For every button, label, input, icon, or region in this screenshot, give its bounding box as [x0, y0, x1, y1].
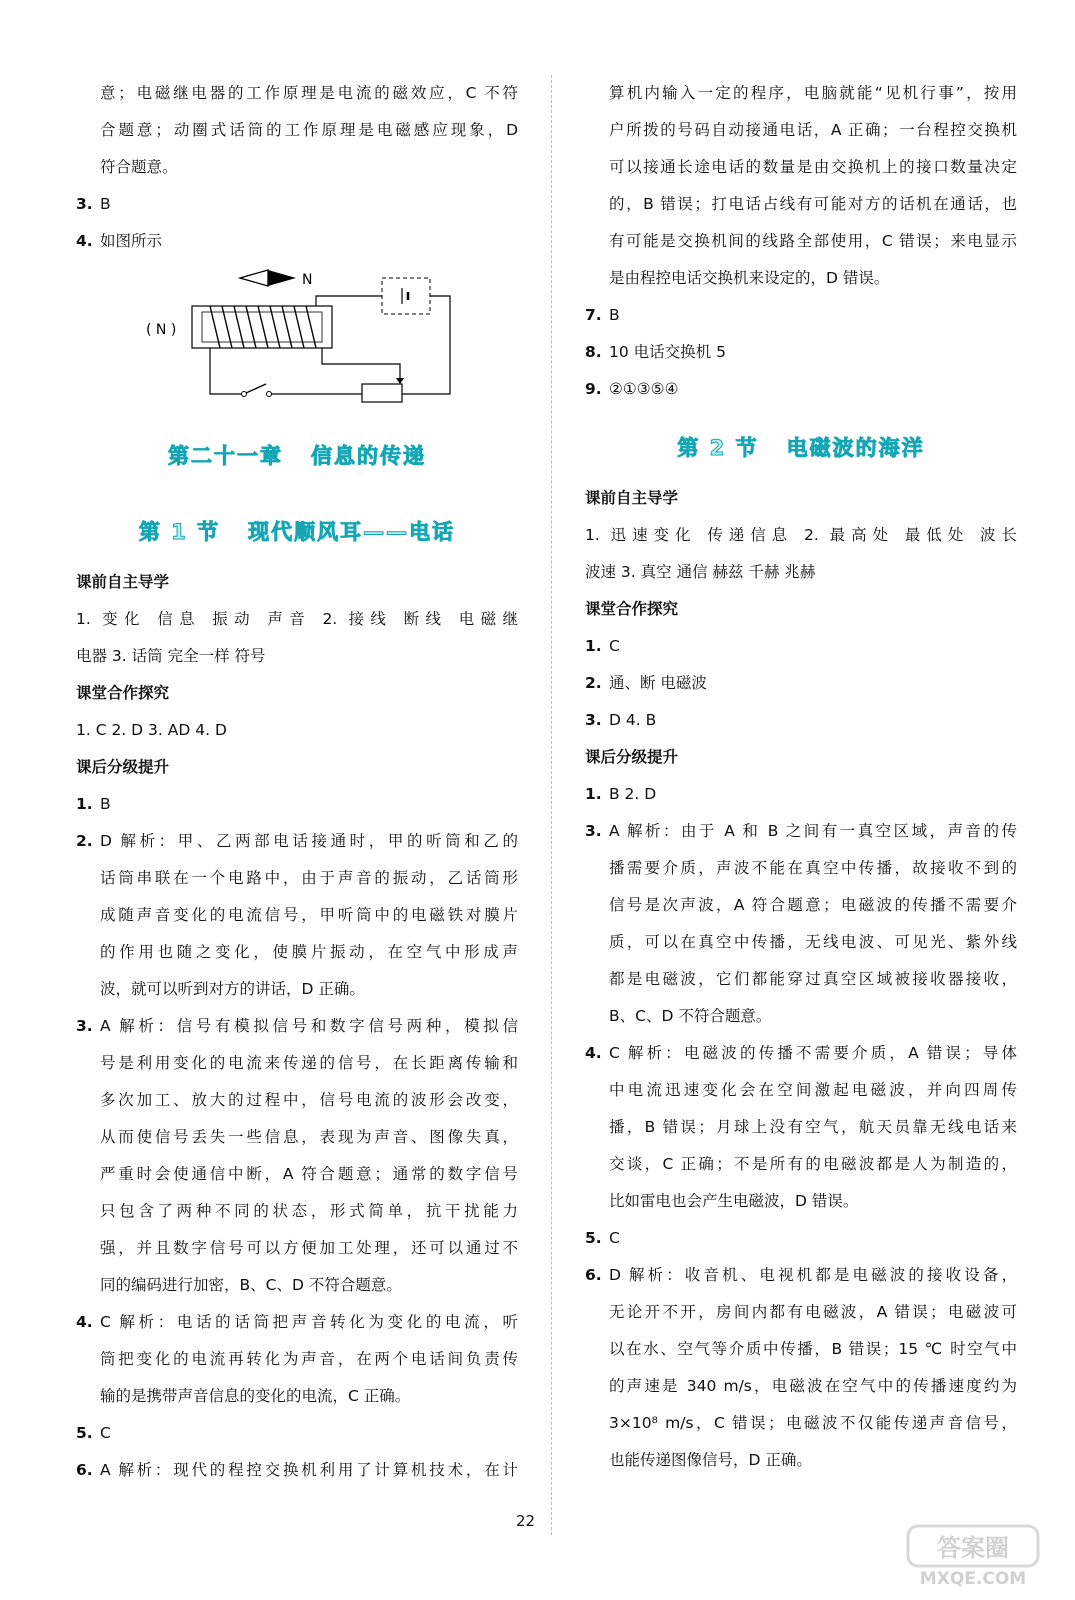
- text-line: 意；电磁继电器的工作原理是电流的磁效应，C 不符: [100, 84, 518, 102]
- text-line: 号是利用变化的电流来传递的信号，在长距离传输和: [100, 1054, 518, 1072]
- answer-3: 3. B: [76, 195, 111, 213]
- svg-text:MXQE.COM: MXQE.COM: [919, 1569, 1027, 1589]
- chapter-title: 第二十一章 信息的传递: [168, 444, 426, 468]
- answer-5: 5. C: [76, 1424, 111, 1442]
- text-line: 符合题意。: [100, 158, 178, 176]
- coil-pole-label: ( N ): [146, 322, 177, 338]
- subheading-pre-study: 课前自主导学: [76, 573, 170, 591]
- coop-2: 2. 通、断 电磁波: [585, 674, 707, 692]
- after-4: 4. C 解析：电磁波的传播不需要介质，A 错误；导体: [585, 1044, 1017, 1062]
- text-line: 输的是携带声音信息的变化的电流，C 正确。: [100, 1387, 411, 1405]
- section-title: 第 1 节 现代顺风耳——电话: [138, 520, 456, 544]
- after-3: 3. A 解析：由于 A 和 B 之间有一真空区域，声音的传: [585, 822, 1017, 840]
- answer-7: 7. B: [585, 306, 620, 324]
- text-line: 可以接通长途电话的数量是由交换机上的接口数量决定: [609, 158, 1017, 176]
- answer-4: 4. 如图所示: [76, 232, 163, 250]
- after-1-2: 1. B 2. D: [585, 785, 657, 803]
- text-line: 交谈，C 正确；不是所有的电磁波都是人为制造的，: [609, 1155, 1017, 1173]
- text-line: 都是电磁波，它们都能穿过真空区域被接收器接收，: [609, 970, 1017, 988]
- text-line: 筒把变化的电流再转化为声音，在两个电话间负责传: [100, 1350, 518, 1368]
- text-line: 有可能是交换机间的线路全部使用，C 错误；来电显示: [609, 232, 1017, 250]
- answer-9: 9. ②①③⑤④: [585, 380, 679, 398]
- text-line: 比如雷电也会产生电磁波，D 错误。: [609, 1192, 859, 1210]
- answer-6: 6. A 解析：现代的程控交换机利用了计算机技术，在计: [76, 1461, 518, 1479]
- subheading-pre-study: 课前自主导学: [585, 489, 679, 507]
- svg-text:答案圈: 答案圈: [937, 1534, 1009, 1562]
- text-line: 同的编码进行加密，B、C、D 不符合题意。: [100, 1276, 402, 1294]
- text-line: 的作用也随之变化，使膜片振动，在空气中形成声: [100, 943, 518, 961]
- text-line: 以在水、空气等介质中传播，B 错误；15 ℃ 时空气中: [609, 1340, 1017, 1358]
- answer-3b: 3. A 解析：信号有模拟信号和数字信号两种，模拟信: [76, 1017, 518, 1035]
- text-line: 播需要介质，声波不能在真空中传播，故接收不到的: [609, 859, 1017, 877]
- answer-1: 1. B: [76, 795, 111, 813]
- compass-needle-black: [268, 270, 296, 286]
- coop-3: 3. D 4. B: [585, 711, 657, 729]
- rheostat: [362, 384, 402, 402]
- text-line: 3×10⁸ m/s，C 错误；电磁波不仅能传递声音信号，: [609, 1414, 1017, 1432]
- text-line: 合题意；动圈式话筒的工作原理是电磁感应现象，D: [100, 121, 518, 139]
- column-divider: [551, 75, 552, 1535]
- after-6: 6. D 解析：收音机、电视机都是电磁波的接收设备，: [585, 1266, 1017, 1284]
- text-line: 的，B 错误；打电话占线有可能对方的话机在通话，也: [609, 195, 1017, 213]
- text-line: 质，可以在真空中传播，无线电波、可见光、紫外线: [609, 933, 1017, 951]
- circuit-diagram: [132, 266, 462, 408]
- text-line: 成随声音变化的电流信号，甲听筒中的电磁铁对膜片: [100, 906, 518, 924]
- text-line: 多次加工、放大的过程中，信号电流的波形会改变，: [100, 1091, 518, 1109]
- text-line: 1. C 2. D 3. AD 4. D: [76, 721, 227, 739]
- section-title: 第 2 节 电磁波的海洋: [677, 436, 925, 460]
- text-line: 是由程控电话交换机来设定的，D 错误。: [609, 269, 890, 287]
- text-line: 波，就可以听到对方的讲话，D 正确。: [100, 980, 365, 998]
- text-line: 的声速是 340 m/s，电磁波在空气中的传播速度约为: [609, 1377, 1017, 1395]
- switch-lever: [246, 384, 266, 393]
- subheading-after-class: 课后分级提升: [585, 748, 679, 766]
- compass-needle-white: [240, 270, 268, 286]
- text-line: 强，并且数字信号可以方便加工处理，还可以通过不: [100, 1239, 518, 1257]
- text-line: 播，B 错误；月球上没有空气，航天员靠无线电话来: [609, 1118, 1017, 1136]
- subheading-after-class: 课后分级提升: [76, 758, 170, 776]
- text-line: 话筒串联在一个电路中，由于声音的振动，乙话筒形: [100, 869, 518, 887]
- text-line: 从而使信号丢失一些信息，表现为声音、图像失真，: [100, 1128, 518, 1146]
- text-line: 1. 迅速变化 传递信息 2. 最高处 最低处 波长: [585, 526, 1017, 544]
- text-line: 严重时会使通信中断，A 符合题意；通常的数字信号: [100, 1165, 518, 1183]
- answer-2: 2. D 解析：甲、乙两部电话接通时，甲的听筒和乙的: [76, 832, 518, 850]
- answer-4b: 4. C 解析：电话的话筒把声音转化为变化的电流，听: [76, 1313, 518, 1331]
- text-line: 电器 3. 话筒 完全一样 符号: [76, 647, 266, 665]
- text-line: 信号是次声波，A 符合题意；电磁波的传播不需要介: [609, 896, 1017, 914]
- text-line: 算机内输入一定的程序，电脑就能“见机行事”，按用: [609, 84, 1017, 102]
- after-5: 5. C: [585, 1229, 620, 1247]
- answer-8: 8. 10 电话交换机 5: [585, 343, 726, 361]
- coop-1: 1. C: [585, 637, 620, 655]
- text-line: 1. 变化 信息 振动 声音 2. 接线 断线 电磁继: [76, 610, 518, 628]
- switch-contact: [267, 392, 272, 397]
- page-number: 22: [516, 1512, 536, 1530]
- text-line: 也能传递图像信号，D 正确。: [609, 1451, 812, 1469]
- subheading-class-coop: 课堂合作探究: [76, 684, 170, 702]
- battery-box: [382, 278, 430, 314]
- watermark-logo: [900, 1520, 1050, 1590]
- subheading-class-coop: 课堂合作探究: [585, 600, 679, 618]
- text-line: 户所拨的号码自动接通电话，A 正确；一台程控交换机: [609, 121, 1017, 139]
- rheostat-slider: [396, 378, 404, 384]
- text-line: 中电流迅速变化会在空间激起电磁波，并向四周传: [609, 1081, 1017, 1099]
- text-line: B、C、D 不符合题意。: [609, 1007, 772, 1025]
- text-line: 波速 3. 真空 通信 赫兹 千赫 兆赫: [585, 563, 816, 581]
- needle-pole-label: N: [302, 272, 313, 288]
- switch-contact: [242, 392, 247, 397]
- text-line: 只包含了两种不同的状态，形式简单，抗干扰能力: [100, 1202, 518, 1220]
- text-line: 无论开不开，房间内都有电磁波，A 错误；电磁波可: [609, 1303, 1017, 1321]
